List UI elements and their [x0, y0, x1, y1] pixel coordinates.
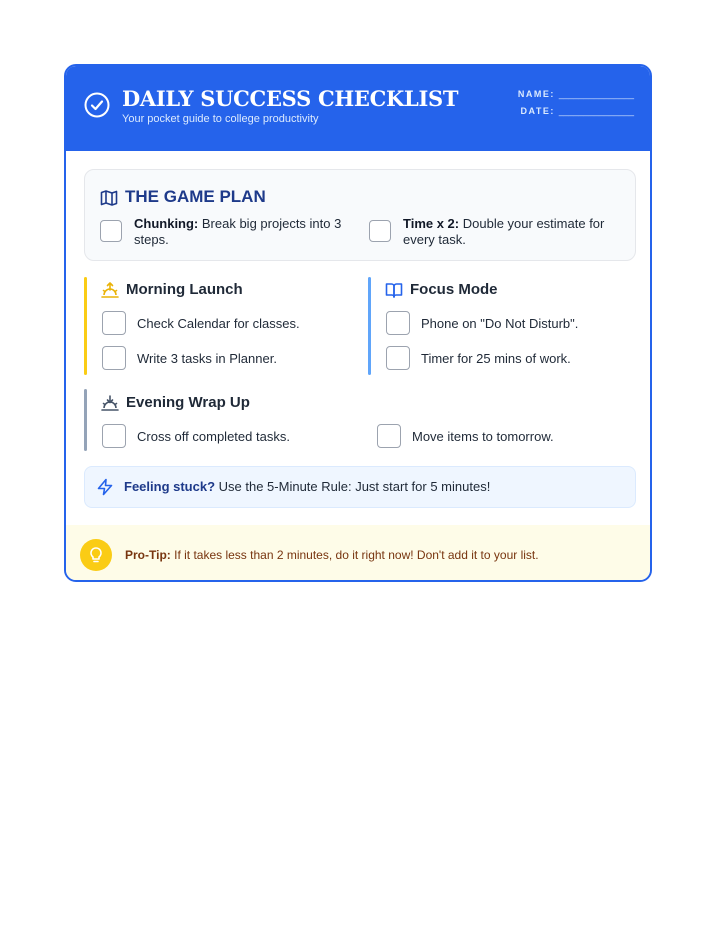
sunset-icon: [101, 394, 119, 412]
timer-text: Timer for 25 mins of work.: [421, 351, 571, 366]
header: [66, 66, 650, 151]
calendar-checkbox[interactable]: [102, 311, 126, 335]
move-items-checkbox[interactable]: [377, 424, 401, 448]
check-circle-icon: [84, 92, 110, 118]
sunrise-icon: [101, 281, 119, 299]
planner-checkbox[interactable]: [102, 346, 126, 370]
lightbulb-icon: [80, 539, 112, 571]
dnd-text: Phone on "Do Not Disturb".: [421, 316, 579, 331]
lightning-icon: [96, 478, 114, 496]
feeling-stuck-text: Feeling stuck? Use the 5-Minute Rule: Just start for 5 minutes!: [124, 479, 491, 494]
chunking-checkbox[interactable]: [100, 220, 122, 242]
evening-accent-bar: [84, 389, 87, 451]
date-label: DATE:: [520, 106, 555, 116]
page-subtitle: Your pocket guide to college productivity: [122, 113, 319, 125]
feeling-stuck-banner: [84, 466, 636, 508]
focus-accent-bar: [368, 277, 371, 375]
evening-title: Evening Wrap Up: [126, 394, 250, 411]
book-open-icon: [385, 281, 403, 299]
chunking-text: Chunking: Break big projects into 3 steps.: [134, 216, 342, 247]
pro-tip-text: Pro-Tip: If it takes less than 2 minutes, do it right now! Don't add it to your list.: [125, 548, 539, 562]
map-icon: [100, 189, 118, 207]
page-title: DAILY SUCCESS CHECKLIST: [122, 86, 459, 111]
morning-title: Morning Launch: [126, 281, 243, 298]
cross-off-checkbox[interactable]: [102, 424, 126, 448]
name-label: NAME:: [517, 89, 555, 99]
time-x2-checkbox[interactable]: [369, 220, 391, 242]
move-items-text: Move items to tomorrow.: [412, 429, 554, 444]
date-blank: _______________: [558, 106, 634, 116]
morning-accent-bar: [84, 277, 87, 375]
name-field[interactable]: [518, 89, 634, 99]
calendar-text: Check Calendar for classes.: [137, 316, 300, 331]
game-plan-title: THE GAME PLAN: [125, 187, 266, 206]
timer-checkbox[interactable]: [386, 346, 410, 370]
checklist-card: [64, 64, 652, 582]
game-plan-section: [84, 169, 636, 261]
planner-text: Write 3 tasks in Planner.: [137, 351, 277, 366]
name-blank: _______________: [558, 89, 634, 99]
pro-tip-footer: [66, 525, 650, 582]
focus-title: Focus Mode: [410, 281, 498, 298]
date-field[interactable]: [521, 106, 634, 116]
cross-off-text: Cross off completed tasks.: [137, 429, 290, 444]
dnd-checkbox[interactable]: [386, 311, 410, 335]
time-x2-text: Time x 2: Double your estimate for every task.: [403, 216, 605, 247]
